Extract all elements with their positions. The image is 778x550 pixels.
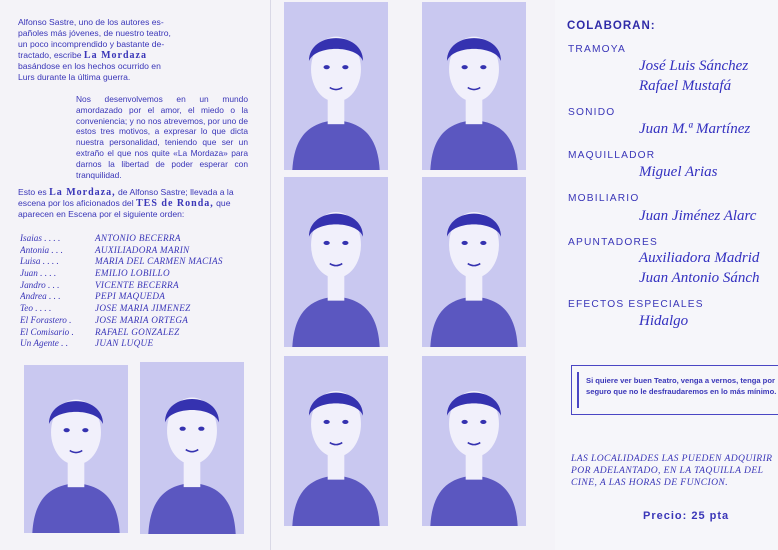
cast-actor: PEPI MAQUEDA <box>95 291 166 302</box>
cast-row <box>20 268 265 280</box>
cast-photo <box>140 362 244 534</box>
portrait-silhouette-icon <box>284 177 388 347</box>
cast-row <box>20 338 265 350</box>
collaborator-name: Miguel Arias <box>639 164 718 180</box>
cast-actor: VICENTE BECERRA <box>95 279 179 290</box>
intro-paragraph <box>18 17 193 83</box>
cast-row <box>20 280 265 292</box>
cast-row <box>20 291 265 303</box>
cast-role: Jandro . . . <box>20 279 60 290</box>
lead-suffix: que aparecen en Escena por el siguiente orden: <box>18 198 231 219</box>
cast-photo <box>422 177 526 347</box>
cast-photo <box>284 177 388 347</box>
price-label: Precio: 25 pta <box>643 510 730 522</box>
intro-line <box>18 50 193 61</box>
quote-paragraph: Nos desenvolvemos en un mundo amordazado por el amor, el miedo o la conveniencia; y no nos atrevemos, por uno de estos tres motivos, a expresar lo que dicta nuestra personalidad, teniendo que ser un extraño el que nos quite «La Mordaza» para darnos la libertad de poder esperar con tranquilidad. <box>76 94 248 180</box>
cast-photo <box>284 2 388 170</box>
cast-role: Un Agente . . <box>20 338 69 349</box>
intro-line: pañoles más jóvenes, de nuestro teatro, <box>18 28 171 38</box>
cast-role: El Comisario . <box>20 326 74 337</box>
category-label: EFECTOS ESPECIALES <box>568 299 704 310</box>
collaborator-name: Juan Jiménez Alarc <box>639 208 757 224</box>
lead-prefix: Esto es <box>18 187 50 197</box>
cast-photo <box>422 356 526 526</box>
lead-play-title: La Mordaza, <box>49 187 116 198</box>
portrait-silhouette-icon <box>422 2 526 170</box>
right-panel <box>555 0 778 550</box>
cast-row <box>20 245 265 257</box>
collaborators-title: COLABORAN: <box>567 20 656 32</box>
portrait-silhouette-icon <box>422 356 526 526</box>
intro-line-text: tractado, escribe <box>18 50 84 60</box>
photo-panel <box>270 0 555 550</box>
cast-row <box>20 315 265 327</box>
portrait-silhouette-icon <box>284 2 388 170</box>
cast-role: Andrea . . . <box>20 291 61 302</box>
category-label: SONIDO <box>568 107 616 118</box>
category-label: MOBILIARIO <box>568 193 640 204</box>
cast-actor: MARIA DEL CARMEN MACIAS <box>95 256 223 267</box>
tickets-info: LAS LOCALIDADES LAS PUEDEN ADQUIRIR POR ADELANTADO, EN LA TAQUILLA DEL CINE, A LAS HORAS DE FUNCION. <box>571 453 773 488</box>
category-label: APUNTADORES <box>568 237 658 248</box>
cast-actor: AUXILIADORA MARIN <box>95 244 190 255</box>
intro-line: basándose en los hechos ocurrido en <box>18 61 161 71</box>
cast-role: Antonia . . . <box>20 244 63 255</box>
cast-row <box>20 256 265 268</box>
intro-line: Alfonso Sastre, uno de los autores es- <box>18 17 164 27</box>
cast-actor: ANTONIO BECERRA <box>95 233 181 243</box>
collaborator-name: Rafael Mustafá <box>639 78 732 94</box>
portrait-silhouette-icon <box>140 362 244 534</box>
notice-box: Si quiere ver buen Teatro, venga a vernos, tenga por seguro que no le desfraudaremos en lo más mínimo. <box>571 365 778 415</box>
cast-photo <box>422 2 526 170</box>
collaborator-name: Auxiliadora Madrid <box>639 250 760 266</box>
left-panel <box>0 0 270 550</box>
cast-actor: EMILIO LOBILLO <box>95 268 170 279</box>
cast-role: Isaias . . . . <box>20 233 61 243</box>
cast-photo <box>284 356 388 526</box>
lead-middle: de Alfonso Sastre; llevada a la escena por los aficionados del <box>18 187 234 208</box>
category-label: MAQUILLADOR <box>568 150 656 161</box>
category-label: TRAMOYA <box>568 44 627 55</box>
portrait-silhouette-icon <box>422 177 526 347</box>
cast-photo <box>24 365 128 533</box>
cast-list <box>20 233 265 350</box>
portrait-silhouette-icon <box>284 356 388 526</box>
cast-role: El Forastero . <box>20 314 72 325</box>
cast-lead-paragraph <box>18 187 258 220</box>
intro-line: un poco incomprendido y bastante de- <box>18 39 165 49</box>
cast-row <box>20 303 265 315</box>
cast-role: Luisa . . . . <box>20 256 59 267</box>
collaborator-name: Hidalgo <box>639 313 689 329</box>
cast-row <box>20 327 265 339</box>
intro-line: Lurs durante la última guerra. <box>18 72 131 82</box>
cast-role: Teo . . . . <box>20 303 52 314</box>
collaborator-name: Juan Antonio Sánch <box>639 270 760 286</box>
cast-role: Juan . . . . <box>20 268 57 279</box>
cast-actor: JOSE MARIA ORTEGA <box>95 314 189 325</box>
cast-actor: RAFAEL GONZALEZ <box>95 326 180 337</box>
cast-actor: JUAN LUQUE <box>95 338 154 349</box>
cast-row <box>20 233 265 245</box>
cast-actor: JOSE MARIA JIMENEZ <box>95 303 191 314</box>
lead-group-name: TES de Ronda, <box>136 198 214 209</box>
portrait-silhouette-icon <box>24 365 128 533</box>
collaborator-name: José Luis Sánchez <box>639 58 749 74</box>
collaborator-name: Juan M.ª Martínez <box>639 121 751 137</box>
play-title: La Mordaza <box>83 50 147 61</box>
